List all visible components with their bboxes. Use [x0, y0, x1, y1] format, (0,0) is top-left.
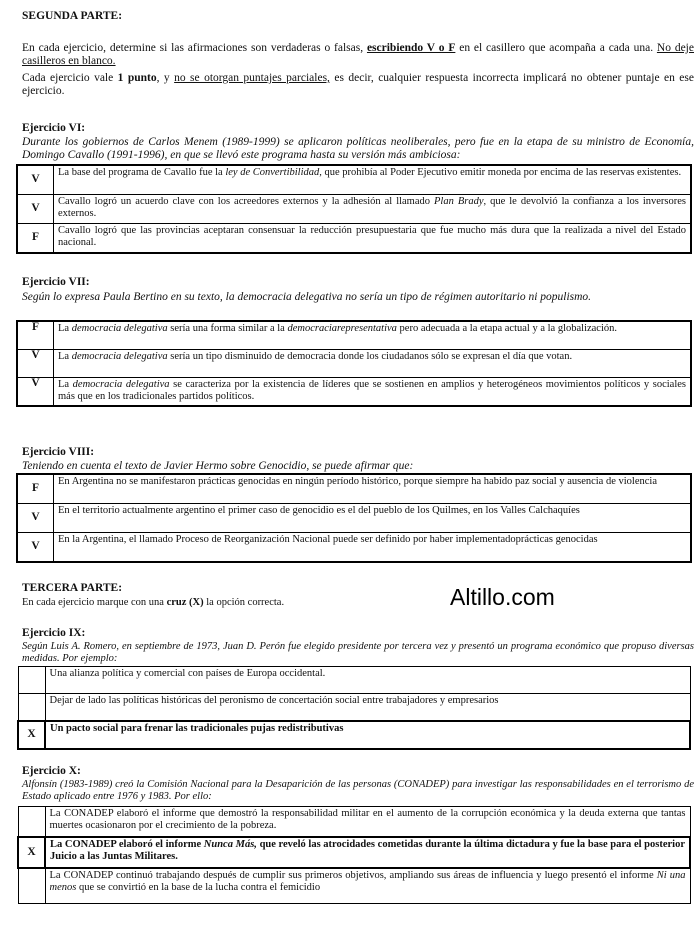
table-row: [18, 195, 691, 224]
segunda-instructions-1: [22, 42, 694, 68]
answer-cell[interactable]: V: [18, 166, 54, 195]
section-title-segunda: SEGUNDA PARTE:: [22, 10, 123, 22]
answer-cell[interactable]: [18, 694, 45, 722]
statement-text: La: [58, 379, 73, 390]
statement-text: , que le devolvió la confianza a los inversores externos.: [58, 196, 686, 219]
statement-italic: democracia delegativa: [72, 379, 170, 390]
answer-cell[interactable]: [18, 667, 45, 694]
answer-cell[interactable]: V: [18, 378, 54, 406]
option-text: La CONADEP elaboró el informe: [50, 839, 204, 850]
option-cell: Un pacto social para frenar las tradicionales pujas redistributivas: [45, 721, 690, 749]
statement-text: Cavallo logró que las provincias aceptaran consensuar la reducción presupuestaria que fue mucho más dura que la realizada a nivel del Estado nacional.: [58, 225, 686, 248]
answer-cell[interactable]: [18, 868, 45, 904]
statement-italic: democraciarepresentativa: [287, 323, 397, 334]
statement-text: sería un tipo disminuido de democracia donde los ciudadanos sólo se expresan el día que votan.: [167, 351, 573, 362]
instr-text: , y: [156, 72, 175, 84]
table-row: [18, 667, 690, 694]
option-cell: Dejar de lado las políticas históricas del peronismo de concertación social entre trabajadores y empresarios: [45, 694, 690, 722]
statement-text: sería una forma similar a la: [167, 323, 288, 334]
answer-cell[interactable]: X: [18, 721, 45, 749]
instr-text: Cada ejercicio vale: [22, 72, 118, 84]
table-row: [18, 694, 690, 722]
option-cell: [45, 868, 690, 904]
answer-cell[interactable]: [18, 807, 45, 838]
answer-cell[interactable]: V: [18, 195, 54, 224]
option-cell: La CONADEP elaboró el informe que demostró la responsabilidad militar en el aumento de la corrupción económica y la deuda externa que tantas muertes ocasionaron por el crecimiento de la pobreza.: [45, 807, 690, 838]
table-row: [18, 868, 690, 904]
ej10-table: [17, 806, 691, 904]
statement-text: La: [58, 351, 72, 362]
ej8-table: [17, 474, 691, 562]
ej10-prompt: Alfonsín (1983-1989) creó la Comisión Nacional para la Desaparición de las personas (CONADEP) para investigar las responsabilidades en el terrorismo de Estado aplicado entre 1976 y 1983. Por ello:: [22, 779, 694, 802]
ej9-prompt: Según Luis A. Romero, en septiembre de 1973, Juan D. Perón fue elegido presidente por tercera vez y presentó un programa económico que propuso diversas medidas. Por ejemplo:: [22, 641, 694, 664]
statement-italic: ley de Convertibilidad,: [225, 167, 322, 178]
watermark-text: Altillo.com: [450, 584, 555, 610]
answer-cell[interactable]: V: [18, 504, 54, 533]
table-row: [18, 322, 691, 350]
table-row: [18, 224, 691, 253]
option-cell: Una alianza política y comercial con países de Europa occidental.: [45, 667, 690, 694]
table-row: [18, 475, 691, 504]
instr-bold: 1 punto: [117, 72, 157, 84]
option-text: que reveló las atrocidades cometidas durante la última dictadura y fue la base para el posterior Juicio a las Juntas Militares.: [50, 839, 685, 862]
statement-cell: [54, 350, 691, 378]
option-text: que se convirtió en la base de la lucha contra el femicidio: [76, 881, 321, 893]
tercera-instructions: [22, 597, 694, 609]
ej7-table: [17, 321, 691, 406]
statement-text: La: [58, 323, 72, 334]
statement-cell: En Argentina no se manifestaron prácticas genocidas en ningún período histórico, porque siempre ha habido paz social y ausencia de violencia: [54, 475, 691, 504]
statement-italic: democracia delegativa: [71, 351, 168, 362]
instr-text: la opción correcta.: [203, 597, 285, 608]
instr-text: En cada ejercicio, determine si las afirmaciones son verdaderas o falsas,: [22, 42, 367, 54]
ej6-table: [17, 165, 691, 253]
ej10-title: Ejercicio X:: [22, 765, 81, 777]
ej8-prompt: Teniendo en cuenta el texto de Javier Hermo sobre Genocidio, se puede afirmar que:: [22, 460, 414, 472]
statement-cell: [54, 378, 691, 406]
instr-text: En cada ejercicio marque con una: [22, 597, 167, 608]
table-row: [18, 533, 691, 562]
table-row: [18, 807, 690, 838]
statement-text: que prohibía al Poder Ejecutivo emitir moneda por encima de las reservas existentes.: [321, 167, 682, 178]
statement-text: se caracteriza por la existencia de líderes que se sostienen en amplios y heterogéneos movimientos políticos y sociales más que en los tradicionales partidos políticos.: [58, 379, 687, 402]
instr-underlined: No deje casilleros en blanco.: [22, 42, 694, 67]
table-row: [18, 504, 691, 533]
answer-cell[interactable]: F: [18, 224, 54, 253]
ej6-title: Ejercicio VI:: [22, 122, 86, 134]
ej9-title: Ejercicio IX:: [22, 627, 86, 639]
statement-cell: [54, 166, 691, 195]
ej6-prompt: Durante los gobiernos de Carlos Menem (1989-1999) se aplicaron políticas neoliberales, pero fue en la etapa de su ministro de Economía, Domingo Cavallo (1991-1996), en que se llevó este programa hasta su versión más ambiciosa:: [22, 136, 694, 161]
statement-italic: Plan Brady: [434, 196, 484, 207]
statement-italic: democracia delegativa: [71, 323, 168, 334]
statement-text: pero adecuada a la etapa actual y a la globalización.: [396, 323, 618, 334]
option-cell: [45, 837, 690, 868]
option-text: La CONADEP continuó trabajando después de cumplir sus primeros objetivos, ampliando sus áreas de influencia y luego presentó el informe: [49, 870, 657, 881]
table-row: [18, 166, 691, 195]
table-row: [18, 721, 690, 749]
statement-cell: En la Argentina, el llamado Proceso de Reorganización Nacional puede ser definido por haber implementadoprácticas genocidas: [54, 533, 691, 562]
option-italic: Nunca Más,: [203, 839, 257, 850]
statement-cell: En el territorio actualmente argentino el primer caso de genocidio es el del pueblo de los Quilmes, en los Valles Calchaquíes: [54, 504, 691, 533]
answer-cell[interactable]: V: [18, 350, 54, 378]
statement-cell: [54, 322, 691, 350]
ej7-prompt: Según lo expresa Paula Bertino en su texto, la democracia delegativa no sería un tipo de régimen autoritario ni populismo.: [22, 291, 592, 303]
answer-cell[interactable]: V: [18, 533, 54, 562]
instr-underlined: no se otorgan puntajes parciales,: [174, 72, 330, 84]
ej7-title: Ejercicio VII:: [22, 276, 90, 288]
table-row: [18, 837, 690, 868]
segunda-instructions-2: [22, 72, 694, 98]
ej8-title: Ejercicio VIII:: [22, 446, 95, 458]
answer-cell[interactable]: F: [18, 322, 54, 350]
instr-text: en el casillero que acompaña a cada una.: [455, 42, 657, 54]
statement-text: La base del programa de Cavallo fue la: [58, 167, 226, 178]
section-title-tercera: TERCERA PARTE:: [22, 582, 123, 594]
statement-text: Cavallo logró un acuerdo clave con los acreedores externos y la adhesión al llamado: [58, 196, 435, 207]
instr-bold: cruz (X): [166, 597, 204, 608]
ej9-table: [17, 666, 691, 750]
statement-cell: [54, 195, 691, 224]
table-row: [18, 350, 691, 378]
instr-emphasis: escribiendo V o F: [366, 42, 456, 54]
table-row: [18, 378, 691, 406]
answer-cell[interactable]: F: [18, 475, 54, 504]
instr-text: es decir, cualquier respuesta incorrecta implicará no obtener puntaje en ese ejercicio.: [22, 72, 694, 97]
answer-cell[interactable]: X: [18, 837, 45, 868]
option-italic: Ni una menos: [49, 870, 686, 893]
statement-cell: [54, 224, 691, 253]
